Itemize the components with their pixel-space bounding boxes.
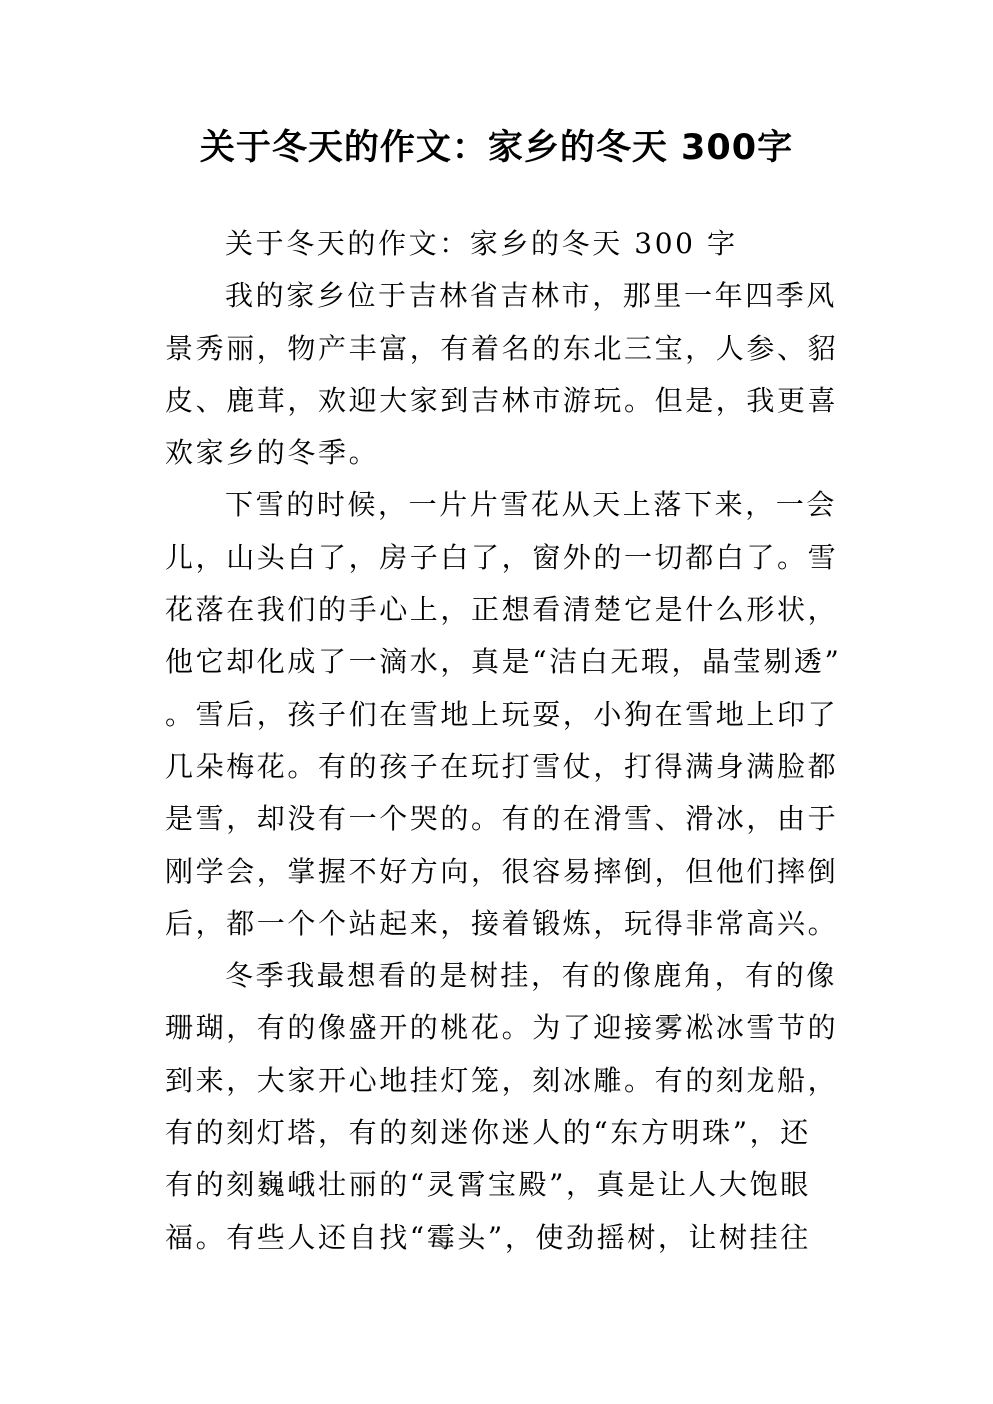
body-line: 几朵梅花。有的孩子在玩打雪仗，打得满身满脸都 <box>165 749 839 783</box>
body-line: 下雪的时候，一片片雪花从天上落下来，一会 <box>225 488 838 522</box>
body-line: 后，都一个个站起来，接着锻炼，玩得非常高兴。 <box>165 906 839 940</box>
body-line: 珊瑚，有的像盛开的桃花。为了迎接雾凇冰雪节的 <box>165 1011 839 1045</box>
body-line: 是雪，却没有一个哭的。有的在滑雪、滑冰，由于 <box>165 802 839 836</box>
body-line: 冬季我最想看的是树挂，有的像鹿角，有的像 <box>225 959 838 993</box>
body-line: 欢家乡的冬季。 <box>165 436 380 470</box>
body-line: 。雪后，孩子们在雪地上玩耍，小狗在雪地上印了 <box>165 697 839 731</box>
body-line: 景秀丽，物产丰富，有着名的东北三宝，人参、貂 <box>165 331 839 365</box>
body-line: 刚学会，掌握不好方向，很容易摔倒，但他们摔倒 <box>165 854 839 888</box>
body-line: 我的家乡位于吉林省吉林市，那里一年四季风 <box>225 279 838 313</box>
body-line: 关于冬天的作文：家乡的冬天 300 字 <box>225 227 738 260</box>
body-line: 皮、鹿茸，欢迎大家到吉林市游玩。但是，我更喜 <box>165 383 839 417</box>
document-title: 关于冬天的作文：家乡的冬天 300字 <box>199 128 794 168</box>
body-line: 他它却化成了一滴水，真是“洁白无瑕，晶莹剔透” <box>165 645 842 679</box>
body-line: 有的刻巍峨壮丽的“灵霄宝殿”，真是让人大饱眼 <box>165 1168 811 1202</box>
body-line: 有的刻灯塔，有的刻迷你迷人的“东方明珠”，还 <box>165 1116 811 1150</box>
body-line: 到来，大家开心地挂灯笼，刻冰雕。有的刻龙船， <box>165 1063 839 1097</box>
document-body <box>165 218 845 1264</box>
body-line: 福。有些人还自找“霉头”，使劲摇树，让树挂往 <box>165 1220 811 1254</box>
body-line: 儿，山头白了，房子白了，窗外的一切都白了。雪 <box>165 540 839 574</box>
body-line: 花落在我们的手心上，正想看清楚它是什么形状， <box>165 593 839 627</box>
